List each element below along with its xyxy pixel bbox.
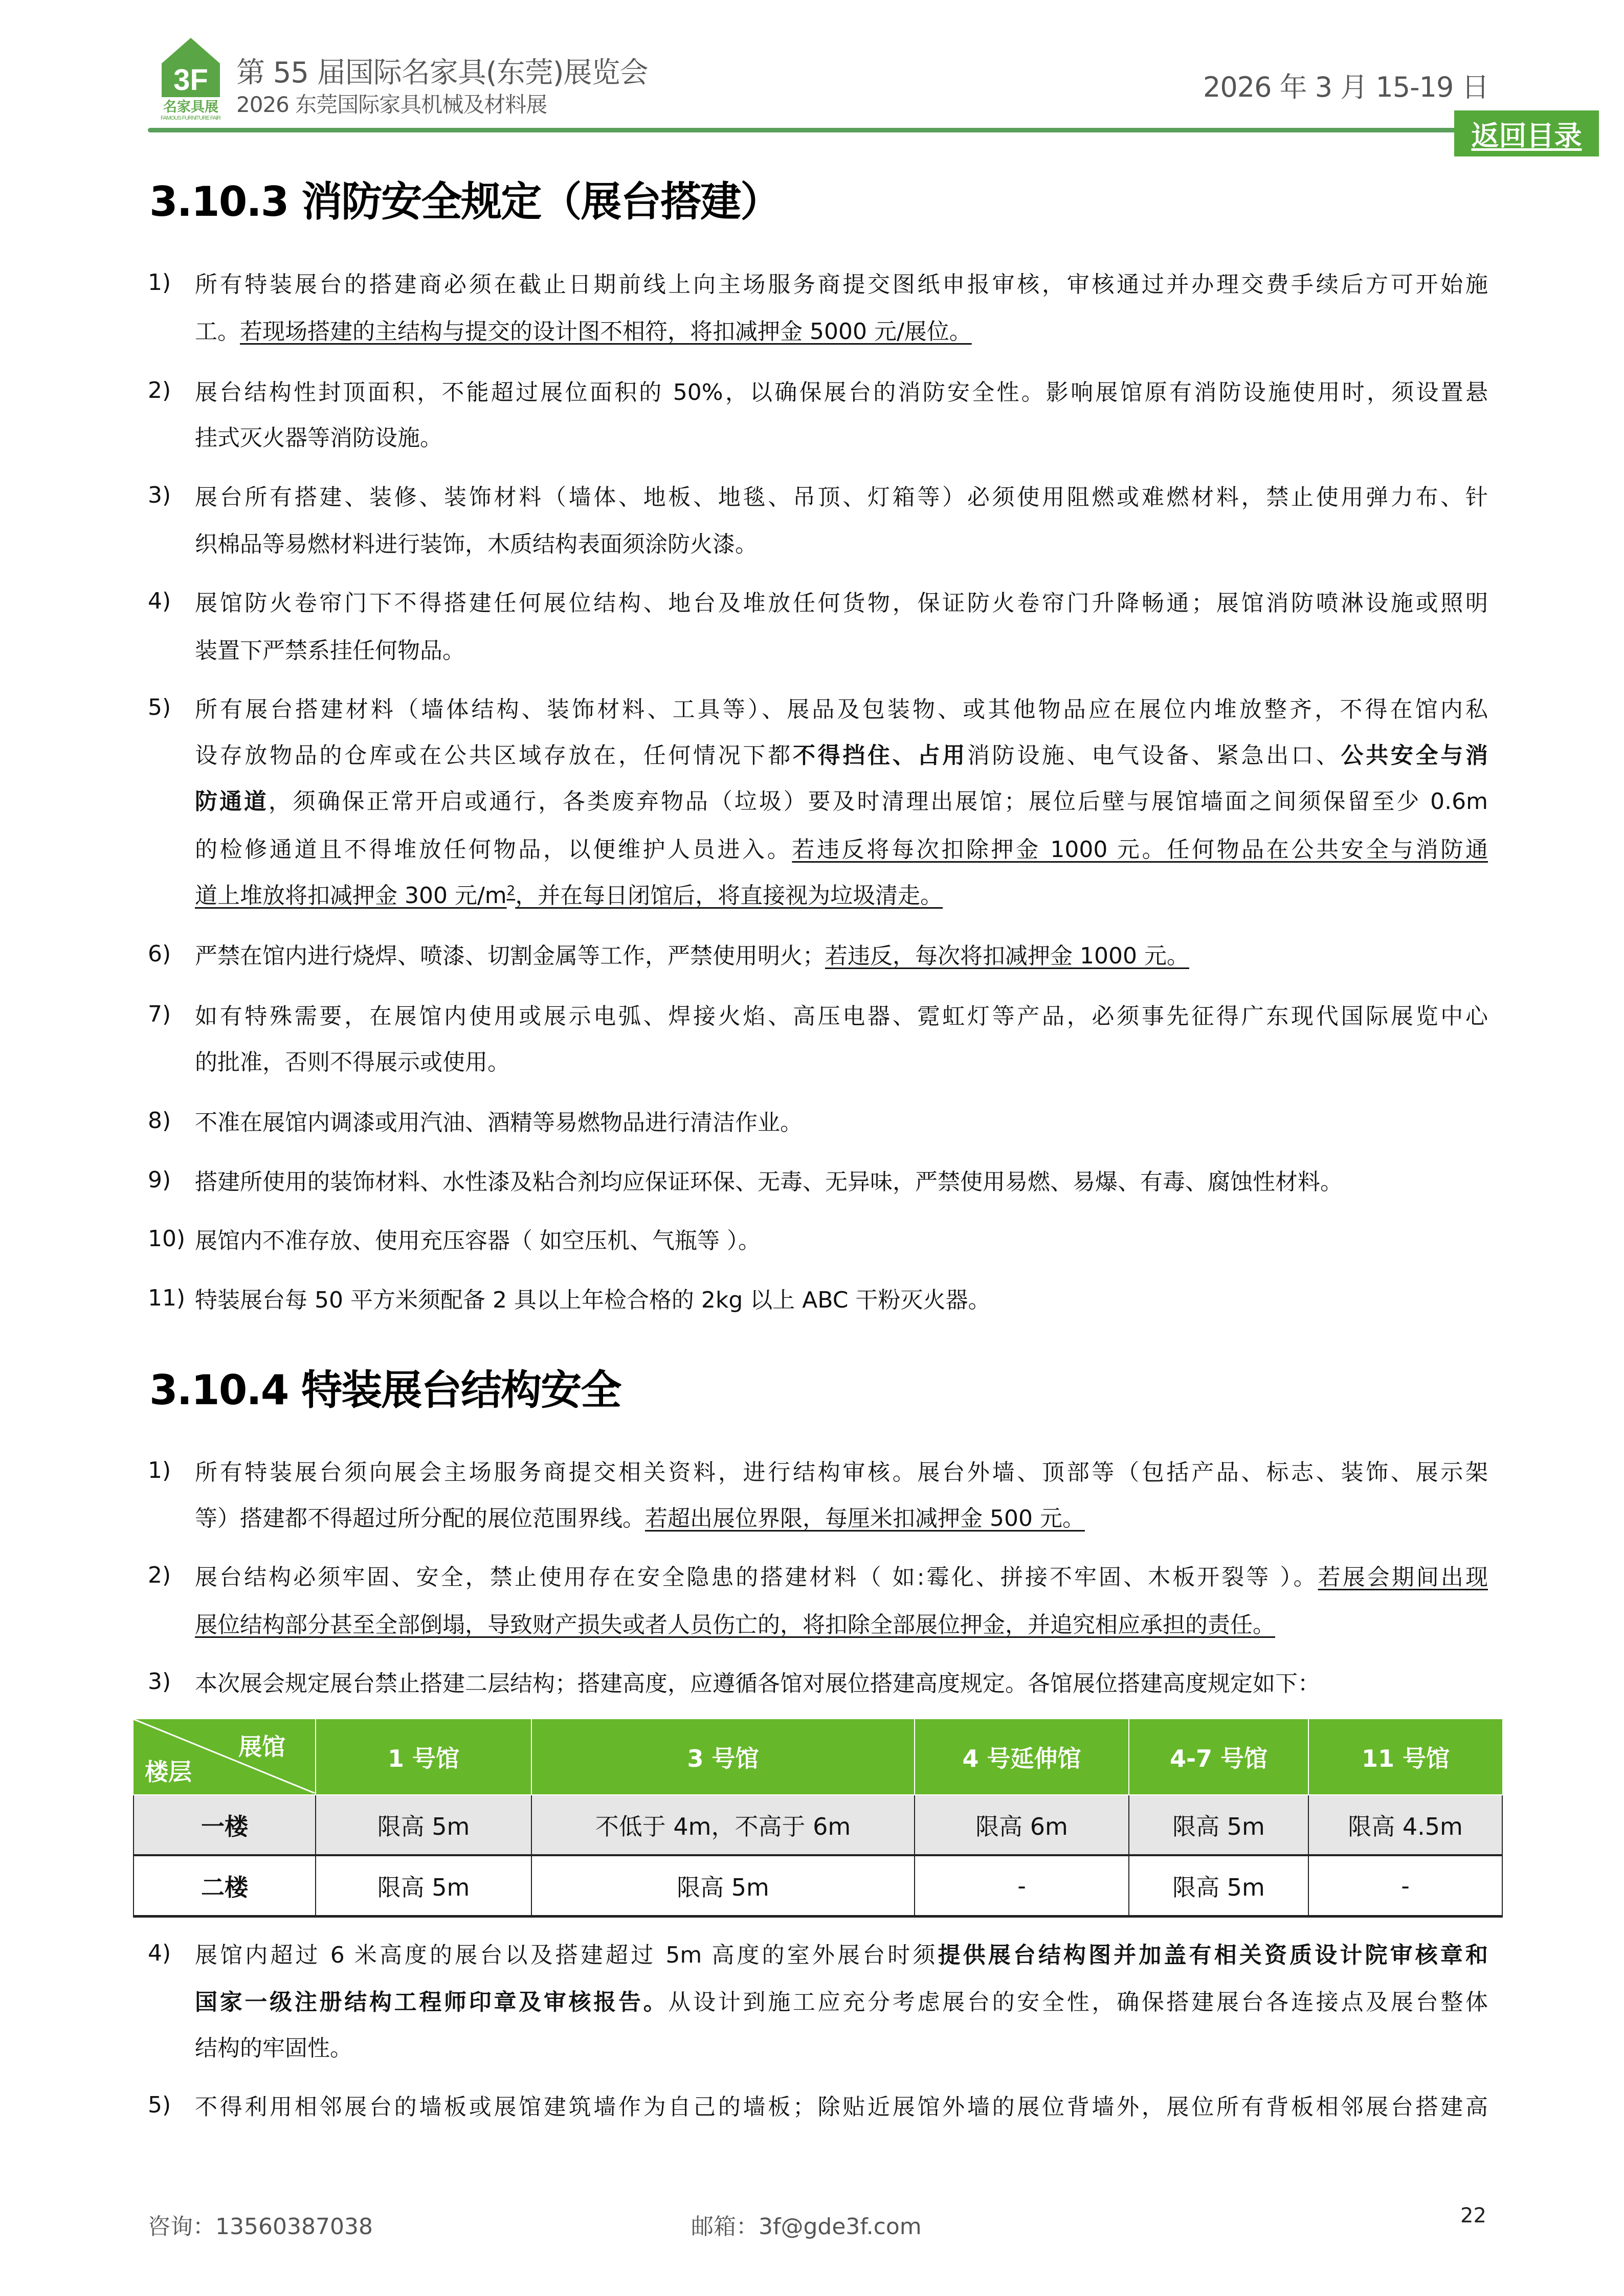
table-cell: 限高 5m — [1129, 1855, 1308, 1917]
deposit-penalty-text: 若违反将每次扣除押金 1000 元。任何物品在公共安全与消防通 — [792, 837, 1488, 863]
text-segment: 结构的牢固性。 — [195, 2035, 352, 2061]
fair-subtitle: 2026 东莞国际家具机械及材料展 — [236, 92, 547, 117]
logo-cn: 名家具展 — [163, 99, 218, 115]
item-text-line — [195, 529, 1488, 560]
item-text-line — [195, 1285, 1488, 1316]
section-heading-structure-safety: 3.10.4 特装展台结构安全 — [149, 1366, 621, 1414]
table-corner-cell — [134, 1719, 316, 1795]
item-text-line — [195, 881, 1488, 911]
emphasis-text: 国家一级注册结构工程师印章及审核报告。 — [195, 1989, 669, 2015]
item-text-line — [195, 317, 1488, 347]
text-segment: 特装展台每 50 平方米须配备 2 具以上年检合格的 2kg 以上 ABC 干粉灭火器。 — [195, 1287, 991, 1313]
item-text-line — [195, 269, 1488, 300]
item-text-line — [195, 2092, 1488, 2123]
item-number: 1) — [148, 269, 171, 296]
deposit-penalty-text: 若展会期间出现 — [1318, 1564, 1488, 1590]
item-text-line — [195, 1047, 1488, 1078]
deposit-penalty-text: 若违反，每次将扣减押金 1000 元。 — [825, 943, 1189, 969]
item-number: 9) — [148, 1167, 171, 1193]
item-number: 6) — [148, 941, 171, 967]
emphasis-text: 不得挡住、占用 — [792, 742, 967, 769]
table-cell: 限高 5m — [1129, 1795, 1308, 1855]
table-cell: 限高 5m — [316, 1855, 531, 1917]
deposit-penalty-text: 若现场搭建的主结构与提交的设计图不相符，将扣减押金 5000 元/展位。 — [240, 319, 972, 345]
fair-logo — [160, 37, 222, 121]
table-cell: 限高 5m — [316, 1795, 531, 1855]
text-segment: 所有展台搭建材料（墙体结构、装饰材料、工具等）、展品及包装物、或其他物品应在展位内堆放整齐，不得在馆内私 — [195, 696, 1488, 723]
text-segment: 所有特装展台的搭建商必须在截止日期前线上向主场服务商提交图纸申报审核，审核通过并办理交费手续后方可开始施 — [195, 272, 1488, 298]
item-number: 3) — [148, 1669, 171, 1695]
logo-en: FAMOUS FURNITURE FAIR — [161, 115, 221, 121]
emphasis-text: 防通道 — [195, 789, 269, 815]
corner-label-hall: 展馆 — [238, 1733, 285, 1761]
text-segment: 织棉品等易燃材料进行装饰，木质结构表面须涂防火漆。 — [195, 531, 758, 557]
item-text-line — [195, 1108, 1488, 1138]
logo-mark: 3F — [173, 63, 208, 97]
text-segment: 的检修通道且不得堆放任何物品，以便维护人员进入。 — [195, 837, 792, 863]
fair-title: 第 55 届国际名家具(东莞)展览会 — [236, 56, 648, 89]
item-text-line — [195, 786, 1488, 817]
column-header: 4 号延伸馆 — [915, 1719, 1129, 1795]
emphasis-text: 公共安全与消 — [1341, 742, 1488, 769]
text-segment: 等）搭建都不得超过所分配的展位范围界线。 — [195, 1505, 645, 1532]
text-segment: 消防设施、电气设备、紧急出口、 — [967, 742, 1341, 769]
deposit-penalty-text: ，并在每日闭馆后，将直接视为垃圾清走。 — [515, 883, 943, 909]
table-row — [134, 1855, 1502, 1917]
table-cell: 不低于 4m，不高于 6m — [531, 1795, 915, 1855]
text-segment: ，须确保正常开启或通行，各类废弃物品（垃圾）要及时清理出展馆；展位后壁与展馆墙面之间须保留至少 0.6m — [268, 789, 1488, 815]
item-number: 10) — [148, 1226, 186, 1252]
corner-label-floor: 楼层 — [145, 1758, 192, 1786]
deposit-penalty-text: 展位结构部分甚至全部倒塌，导致财产损失或者人员伤亡的，将扣除全部展位押金，并追究相应承担的责任。 — [195, 1612, 1275, 1638]
column-header: 3 号馆 — [531, 1719, 915, 1795]
header-divider — [148, 128, 1457, 132]
text-segment: 不准在展馆内调漆或用汽油、酒精等易燃物品进行清洁作业。 — [195, 1110, 803, 1136]
column-header: 1 号馆 — [316, 1719, 531, 1795]
deposit-penalty-text: 2 — [506, 883, 516, 899]
item-text-line — [195, 2033, 1488, 2064]
table-cell: - — [915, 1855, 1129, 1917]
item-text-line — [195, 1610, 1488, 1640]
item-number: 8) — [148, 1108, 171, 1134]
item-number: 5) — [148, 2092, 171, 2118]
booth-height-table — [133, 1719, 1503, 1918]
text-segment: 展台结构必须牢固、安全，禁止使用存在安全隐患的搭建材料（ 如:霉化、拼接不牢固、木板开裂等 ）。 — [195, 1564, 1318, 1590]
text-segment: 从设计到施工应充分考虑展台的安全性，确保搭建展台各连接点及展台整体 — [668, 1989, 1488, 2015]
item-text-line — [195, 423, 1488, 454]
item-number: 1) — [148, 1457, 171, 1483]
item-number: 7) — [148, 1001, 171, 1027]
item-number: 4) — [148, 1940, 171, 1966]
floor-label: 二楼 — [134, 1855, 316, 1917]
text-segment: 展台结构性封顶面积，不能超过展位面积的 50%，以确保展台的消防安全性。影响展馆原有消防设施使用时，须设置悬 — [195, 379, 1488, 406]
text-segment: 工。 — [195, 319, 240, 345]
item-text-line — [195, 740, 1488, 771]
item-text-line — [195, 941, 1488, 972]
footer-consult-phone: 咨询：13560387038 — [148, 2214, 373, 2240]
item-text-line — [195, 588, 1488, 619]
column-header: 11 号馆 — [1308, 1719, 1502, 1795]
text-segment: 展馆内超过 6 米高度的展台以及搭建超过 5m 高度的室外展台时须 — [195, 1942, 938, 1968]
item-number: 3) — [148, 482, 171, 508]
emphasis-text: 提供展台结构图并加盖有相关资质设计院审核章和 — [938, 1942, 1488, 1968]
item-text-line — [195, 482, 1488, 513]
footer-email[interactable]: 邮箱：3f@gde3f.com — [691, 2214, 922, 2240]
deposit-penalty-text: 道上堆放将扣减押金 300 元/m — [195, 883, 507, 909]
page-number: 22 — [1460, 2204, 1486, 2227]
column-header: 4-7 号馆 — [1129, 1719, 1308, 1795]
text-segment: 搭建所使用的装饰材料、水性漆及粘合剂均应保证环保、无毒、无异味，严禁使用易燃、易爆、有毒、腐蚀性材料。 — [195, 1169, 1343, 1195]
floor-label: 一楼 — [134, 1795, 316, 1855]
text-segment: 不得利用相邻展台的墙板或展馆建筑墙作为自己的墙板；除贴近展馆外墙的展位背墙外，展位所有背板相邻展台搭建高 — [195, 2094, 1488, 2120]
text-segment: 本次展会规定展台禁止搭建二层结构；搭建高度，应遵循各馆对展位搭建高度规定。各馆展位搭建高度规定如下： — [195, 1671, 1320, 1697]
item-text-line — [195, 694, 1488, 725]
table-row — [134, 1795, 1502, 1855]
section-heading-fire-safety: 3.10.3 消防安全规定（展台搭建） — [149, 178, 781, 226]
text-segment: 所有特装展台须向展会主场服务商提交相关资料，进行结构审核。展台外墙、顶部等（包括产品、标志、装饰、展示架 — [195, 1459, 1488, 1485]
item-number: 2) — [148, 1562, 171, 1588]
text-segment: 装置下严禁系挂任何物品。 — [195, 638, 465, 664]
text-segment: 展馆内不准存放、使用充压容器（ 如空压机、气瓶等 ）。 — [195, 1228, 761, 1254]
item-text-line — [195, 1167, 1488, 1198]
deposit-penalty-text: 若超出展位界限，每厘米扣减押金 500 元。 — [645, 1505, 1085, 1532]
item-number: 11) — [148, 1285, 186, 1311]
item-text-line — [195, 1669, 1488, 1699]
item-text-line — [195, 1503, 1488, 1534]
fair-date: 2026 年 3 月 15-19 日 — [1203, 71, 1489, 103]
table-cell: - — [1308, 1855, 1502, 1917]
item-number: 4) — [148, 588, 171, 614]
text-segment: 如有特殊需要，在展馆内使用或展示电弧、焊接火焰、高压电器、霓虹灯等产品，必须事先征得广东现代国际展览中心 — [195, 1003, 1488, 1029]
text-segment: 的批准，否则不得展示或使用。 — [195, 1049, 510, 1075]
text-segment: 设存放物品的仓库或在公共区域存放在，任何情况下都 — [195, 742, 793, 769]
item-number: 2) — [148, 377, 171, 403]
item-text-line — [195, 1940, 1488, 1971]
item-text-line — [195, 1001, 1488, 1032]
item-text-line — [195, 1987, 1488, 2018]
item-text-line — [195, 636, 1488, 666]
item-text-line — [195, 1457, 1488, 1488]
table-header-row — [134, 1719, 1502, 1795]
text-segment: 展台所有搭建、装修、装饰材料（墙体、地板、地毯、吊顶、灯箱等）必须使用阻燃或难燃材料，禁止使用弹力布、针 — [195, 484, 1488, 510]
item-number: 5) — [148, 694, 171, 721]
text-segment: 严禁在馆内进行烧焊、喷漆、切割金属等工作，严禁使用明火； — [195, 943, 825, 969]
item-text-line — [195, 1226, 1488, 1256]
table-cell: 限高 5m — [531, 1855, 915, 1917]
table-cell: 限高 6m — [915, 1795, 1129, 1855]
text-segment: 展馆防火卷帘门下不得搭建任何展位结构、地台及堆放任何货物，保证防火卷帘门升降畅通；展馆消防喷淋设施或照明 — [195, 590, 1488, 616]
back-to-contents-button[interactable]: 返回目录 — [1454, 110, 1599, 156]
table-cell: 限高 4.5m — [1308, 1795, 1502, 1855]
text-segment: 挂式灭火器等消防设施。 — [195, 425, 442, 451]
item-text-line — [195, 377, 1488, 408]
item-text-line — [195, 1562, 1488, 1593]
item-text-line — [195, 835, 1488, 865]
